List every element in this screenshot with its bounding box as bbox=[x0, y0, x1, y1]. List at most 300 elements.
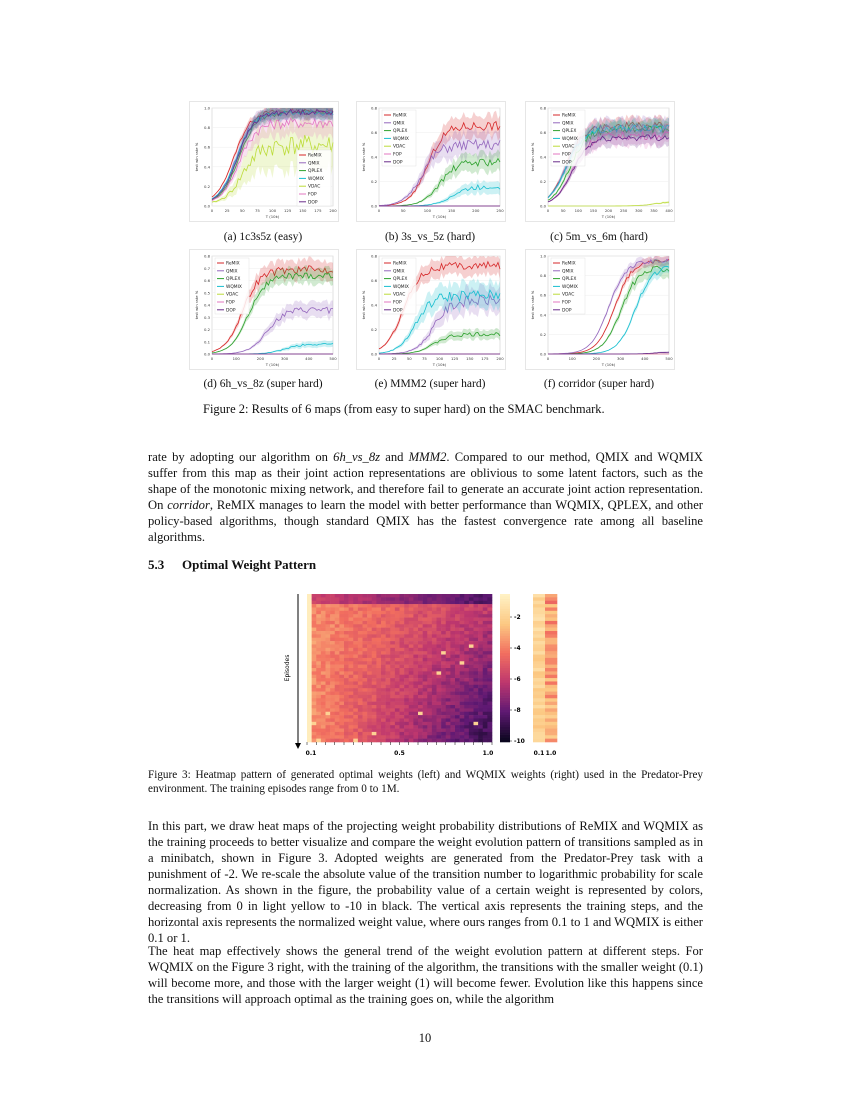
heatmap-cell bbox=[349, 675, 354, 679]
wqmix-cell bbox=[533, 735, 545, 739]
heatmap-cell bbox=[469, 698, 474, 702]
y-tick-label: 0.3 bbox=[203, 314, 210, 320]
heatmap-cell bbox=[381, 688, 386, 692]
heatmap-cell bbox=[483, 681, 488, 685]
heatmap-cell bbox=[372, 722, 377, 726]
heatmap-cell bbox=[474, 678, 479, 682]
para1-part-7: , ReMIX manages to learn the model with better performance than WQMIX, QPLEX, and other policy-based algorithms, though standard QMIX has the fastest convergence rate among all baseline algorithms. bbox=[148, 498, 703, 544]
heatmap-cell bbox=[432, 631, 437, 635]
heatmap-cell bbox=[372, 725, 377, 729]
heatmap-cell bbox=[363, 671, 368, 675]
heatmap-cell bbox=[423, 624, 428, 628]
heatmap-cell bbox=[400, 661, 405, 665]
heatmap-cell bbox=[446, 618, 451, 622]
wqmix-cell bbox=[545, 692, 557, 696]
heatmap-cell bbox=[363, 668, 368, 672]
y-axis-label: test win rate % bbox=[361, 290, 366, 320]
wqmix-cell bbox=[533, 681, 545, 685]
heatmap-cell bbox=[400, 604, 405, 608]
heatmap-cell bbox=[437, 675, 442, 679]
heatmap-cell bbox=[321, 618, 326, 622]
heatmap-cell bbox=[386, 644, 391, 648]
colorbar-cell bbox=[500, 737, 510, 740]
heatmap-cell bbox=[409, 655, 414, 659]
heatmap-cell bbox=[478, 604, 483, 608]
colorbar-tick-label: -2 bbox=[514, 614, 521, 621]
heatmap-cell bbox=[395, 739, 400, 743]
heatmap-cell bbox=[335, 735, 340, 739]
heatmap-cell bbox=[372, 658, 377, 662]
heatmap-cell bbox=[335, 651, 340, 655]
colorbar-cell bbox=[500, 653, 510, 656]
chart-panel-d bbox=[189, 249, 339, 370]
legend-label: DOP bbox=[562, 308, 572, 314]
chart-panel-e bbox=[356, 249, 506, 370]
heatmap-cell bbox=[487, 715, 492, 719]
heatmap-cell bbox=[353, 668, 358, 672]
heatmap-cell bbox=[353, 651, 358, 655]
heatmap-cell bbox=[390, 648, 395, 652]
heatmap-cell bbox=[400, 671, 405, 675]
wqmix-cell bbox=[545, 634, 557, 638]
heatmap-cell bbox=[474, 638, 479, 642]
heatmap-cell bbox=[418, 695, 423, 699]
wqmix-cell bbox=[545, 624, 557, 628]
heatmap-cell bbox=[344, 688, 349, 692]
y-tick-label: 0.6 bbox=[203, 144, 210, 150]
heatmap-cell bbox=[326, 678, 331, 682]
heatmap-cell bbox=[478, 688, 483, 692]
heatmap-cell bbox=[427, 735, 432, 739]
heatmap-cell bbox=[381, 671, 386, 675]
heatmap-cell bbox=[316, 621, 321, 625]
wqmix-cell bbox=[533, 695, 545, 699]
heatmap-cell bbox=[367, 715, 372, 719]
heatmap-cell bbox=[474, 601, 479, 605]
heatmap-cell bbox=[335, 611, 340, 615]
colorbar-cell bbox=[500, 626, 510, 629]
heatmap-cell bbox=[330, 688, 335, 692]
heatmap-cell bbox=[307, 611, 312, 615]
heatmap-cell bbox=[321, 685, 326, 689]
colorbar-cell bbox=[500, 695, 510, 698]
heatmap-cell bbox=[326, 624, 331, 628]
x-axis-label: T (10k) bbox=[265, 214, 280, 219]
heatmap-cell bbox=[349, 718, 354, 722]
heatmap-cell bbox=[487, 655, 492, 659]
heatmap-cell bbox=[376, 665, 381, 669]
y-tick-label: 0.2 bbox=[539, 331, 546, 337]
colorbar-cell bbox=[500, 693, 510, 696]
heatmap-cell bbox=[395, 607, 400, 611]
heatmap-cell bbox=[307, 702, 312, 706]
y-tick-label: 0.0 bbox=[539, 351, 546, 357]
para1-map-mmm2: MMM2 bbox=[408, 450, 447, 464]
heatmap-cell bbox=[395, 648, 400, 652]
heatmap-cell bbox=[376, 661, 381, 665]
y-tick-label: 0.8 bbox=[539, 105, 546, 111]
heatmap-cell bbox=[455, 725, 460, 729]
heatmap-cell bbox=[446, 675, 451, 679]
heatmap-cell bbox=[487, 641, 492, 645]
section-number: 5.3 bbox=[148, 557, 165, 572]
colorbar-cell bbox=[500, 629, 510, 632]
heatmap-cell bbox=[460, 624, 465, 628]
heatmap-cell bbox=[339, 597, 344, 601]
heatmap-cell bbox=[321, 678, 326, 682]
heatmap-cell bbox=[450, 644, 455, 648]
heatmap-cell bbox=[413, 688, 418, 692]
heatmap-cell bbox=[441, 634, 446, 638]
heatmap-cell bbox=[344, 671, 349, 675]
legend-label: DOP bbox=[308, 200, 318, 206]
heatmap-cell bbox=[455, 641, 460, 645]
heatmap-cell bbox=[460, 718, 465, 722]
colorbar-cell bbox=[500, 685, 510, 688]
heatmap-cell bbox=[372, 648, 377, 652]
wqmix-cell bbox=[545, 668, 557, 672]
heatmap-cell bbox=[441, 722, 446, 726]
heatmap-cell bbox=[437, 705, 442, 709]
heatmap-cell bbox=[372, 604, 377, 608]
heatmap-cell bbox=[307, 628, 312, 632]
heatmap-cell bbox=[455, 658, 460, 662]
heatmap-cell bbox=[390, 718, 395, 722]
heatmap-cell bbox=[455, 668, 460, 672]
wqmix-cell bbox=[545, 655, 557, 659]
heatmap-cell bbox=[487, 594, 492, 598]
heatmap-cell bbox=[339, 648, 344, 652]
heatmap-cell bbox=[413, 601, 418, 605]
heatmap-cell bbox=[316, 708, 321, 712]
heatmap-cell bbox=[349, 671, 354, 675]
heatmap-cell bbox=[423, 739, 428, 743]
heatmap-cell bbox=[321, 671, 326, 675]
wqmix-cell bbox=[533, 732, 545, 736]
heatmap-cell bbox=[441, 675, 446, 679]
heatmap-cell bbox=[381, 739, 386, 743]
heatmap-cell bbox=[478, 638, 483, 642]
wqmix-cell bbox=[545, 614, 557, 618]
heatmap-cell bbox=[363, 638, 368, 642]
wqmix-cell bbox=[545, 651, 557, 655]
heatmap-cell bbox=[450, 618, 455, 622]
heatmap-cell bbox=[432, 604, 437, 608]
heatmap-cell bbox=[441, 641, 446, 645]
heatmap-cell bbox=[455, 702, 460, 706]
heatmap-cell bbox=[400, 739, 405, 743]
x-tick-label: 300 bbox=[616, 356, 625, 361]
heatmap-cell bbox=[395, 681, 400, 685]
heatmap-cell bbox=[358, 634, 363, 638]
heatmap-cell bbox=[390, 644, 395, 648]
heatmap-cell bbox=[395, 725, 400, 729]
colorbar-cell bbox=[500, 638, 510, 641]
heatmap-cell bbox=[478, 675, 483, 679]
heatmap-cell bbox=[418, 597, 423, 601]
heatmap-cell bbox=[437, 739, 442, 743]
heatmap-cell bbox=[372, 698, 377, 702]
heatmap-cell bbox=[437, 597, 442, 601]
heatmap-cell bbox=[395, 655, 400, 659]
heatmap-svg bbox=[280, 588, 580, 763]
heatmap-cell bbox=[450, 658, 455, 662]
heatmap-cell bbox=[483, 725, 488, 729]
heatmap-cell bbox=[390, 712, 395, 716]
legend-label: FOP bbox=[562, 300, 571, 306]
heatmap-cell bbox=[474, 671, 479, 675]
heatmap-cell bbox=[432, 685, 437, 689]
heatmap-cell bbox=[409, 708, 414, 712]
legend-label: ReMIX bbox=[393, 113, 407, 119]
heatmap-cell bbox=[386, 671, 391, 675]
heatmap-cell bbox=[464, 638, 469, 642]
heatmap-cell bbox=[483, 729, 488, 733]
heatmap-cell bbox=[367, 634, 372, 638]
heatmap-cell bbox=[312, 735, 317, 739]
heatmap-cell bbox=[409, 735, 414, 739]
heatmap-cell bbox=[413, 611, 418, 615]
heatmap-cell bbox=[446, 651, 451, 655]
heatmap-cell bbox=[446, 688, 451, 692]
heatmap-cell bbox=[381, 718, 386, 722]
heatmap-cell bbox=[344, 732, 349, 736]
wqmix-cell bbox=[533, 705, 545, 709]
heatmap-cell bbox=[404, 698, 409, 702]
legend-label: DOP bbox=[393, 160, 403, 166]
legend-label: ReMIX bbox=[393, 261, 407, 267]
heatmap-cell bbox=[455, 739, 460, 743]
heatmap-cell bbox=[409, 631, 414, 635]
heatmap-cell bbox=[358, 705, 363, 709]
heatmap-cell bbox=[427, 607, 432, 611]
heatmap-cell bbox=[441, 681, 446, 685]
heatmap-cell bbox=[321, 688, 326, 692]
heatmap-cell bbox=[395, 628, 400, 632]
heatmap-cell bbox=[437, 681, 442, 685]
heatmap-cell bbox=[339, 634, 344, 638]
heatmap-cell bbox=[307, 732, 312, 736]
heatmap-cell bbox=[483, 655, 488, 659]
heatmap-cell bbox=[469, 732, 474, 736]
heatmap-cell bbox=[349, 594, 354, 598]
heatmap-cell bbox=[423, 631, 428, 635]
heatmap-cell bbox=[450, 671, 455, 675]
heatmap-cell bbox=[330, 725, 335, 729]
heatmap-cell bbox=[335, 668, 340, 672]
heatmap-cell bbox=[446, 678, 451, 682]
heatmap-cell bbox=[344, 658, 349, 662]
heatmap-cell bbox=[376, 651, 381, 655]
heatmap-cell bbox=[460, 644, 465, 648]
heatmap-cell bbox=[409, 678, 414, 682]
heatmap-cell bbox=[427, 597, 432, 601]
heatmap-cell bbox=[427, 718, 432, 722]
heatmap-cell bbox=[464, 681, 469, 685]
heatmap-cell bbox=[432, 718, 437, 722]
heatmap-cell bbox=[423, 651, 428, 655]
heatmap-cell bbox=[344, 695, 349, 699]
heatmap-cell bbox=[381, 634, 386, 638]
heatmap-cell bbox=[367, 678, 372, 682]
heatmap-cell bbox=[437, 712, 442, 716]
heatmap-cell bbox=[455, 732, 460, 736]
heatmap-cell bbox=[437, 641, 442, 645]
heatmap-cell bbox=[353, 597, 358, 601]
heatmap-cell bbox=[381, 648, 386, 652]
heatmap-cell bbox=[460, 601, 465, 605]
heatmap-cell bbox=[413, 597, 418, 601]
heatmap-cell bbox=[483, 705, 488, 709]
colorbar-cell bbox=[500, 614, 510, 617]
heatmap-cell bbox=[441, 618, 446, 622]
heatmap-cell bbox=[469, 631, 474, 635]
heatmap-cell bbox=[460, 655, 465, 659]
wqmix-cell bbox=[545, 698, 557, 702]
heatmap-cell bbox=[363, 688, 368, 692]
heatmap-cell bbox=[423, 618, 428, 622]
heatmap-cell bbox=[474, 597, 479, 601]
heatmap-cell bbox=[409, 681, 414, 685]
heatmap-cell bbox=[395, 624, 400, 628]
heatmap-cell bbox=[358, 718, 363, 722]
heatmap-cell bbox=[450, 651, 455, 655]
heatmap-cell bbox=[381, 702, 386, 706]
heatmap-cell bbox=[381, 631, 386, 635]
heatmap-cell bbox=[330, 715, 335, 719]
heatmap-cell bbox=[478, 715, 483, 719]
heatmap-cell bbox=[404, 695, 409, 699]
wqmix-cell bbox=[533, 692, 545, 696]
colorbar-tick-label: -8 bbox=[514, 707, 521, 714]
heatmap-cell bbox=[441, 692, 446, 696]
heatmap-cell bbox=[427, 705, 432, 709]
chart-svg-b bbox=[357, 102, 505, 221]
heatmap-cell bbox=[358, 729, 363, 733]
heatmap-cell bbox=[469, 601, 474, 605]
heatmap-cell bbox=[316, 641, 321, 645]
heatmap-x-tick: 0.1 bbox=[305, 750, 317, 757]
heatmap-cell bbox=[381, 604, 386, 608]
heatmap-cell bbox=[363, 685, 368, 689]
heatmap-cell bbox=[418, 614, 423, 618]
x-tick-label: 400 bbox=[305, 356, 313, 361]
heatmap-cell bbox=[344, 651, 349, 655]
heatmap-cell bbox=[427, 631, 432, 635]
heatmap-cell bbox=[400, 597, 405, 601]
heatmap-cell bbox=[335, 634, 340, 638]
heatmap-cell bbox=[427, 658, 432, 662]
y-tick-label: 0.8 bbox=[203, 253, 210, 259]
heatmap-cell bbox=[339, 698, 344, 702]
heatmap-cell bbox=[409, 658, 414, 662]
heatmap-cell bbox=[312, 638, 317, 642]
heatmap-cell bbox=[487, 722, 492, 726]
heatmap-cell bbox=[413, 695, 418, 699]
heatmap-cell bbox=[450, 665, 455, 669]
heatmap-cell bbox=[386, 695, 391, 699]
heatmap-cell bbox=[339, 692, 344, 696]
heatmap-cell bbox=[395, 695, 400, 699]
heatmap-cell bbox=[446, 621, 451, 625]
heatmap-cell bbox=[464, 735, 469, 739]
heatmap-cell bbox=[450, 611, 455, 615]
heatmap-cell bbox=[441, 655, 446, 659]
heatmap-cell bbox=[455, 695, 460, 699]
colorbar-cell bbox=[500, 668, 510, 671]
heatmap-cell bbox=[367, 671, 372, 675]
heatmap-cell bbox=[376, 607, 381, 611]
heatmap-cell bbox=[437, 604, 442, 608]
heatmap-cell bbox=[390, 702, 395, 706]
wqmix-cell bbox=[533, 718, 545, 722]
y-tick-label: 0.0 bbox=[203, 203, 210, 209]
heatmap-cell bbox=[372, 628, 377, 632]
heatmap-cell bbox=[474, 668, 479, 672]
colorbar-cell bbox=[500, 740, 510, 743]
heatmap-cell bbox=[358, 671, 363, 675]
heatmap-cell bbox=[404, 624, 409, 628]
heatmap-cell bbox=[330, 607, 335, 611]
heatmap-cell bbox=[363, 628, 368, 632]
heatmap-cell bbox=[400, 644, 405, 648]
heatmap-cell bbox=[478, 628, 483, 632]
heatmap-cell bbox=[372, 675, 377, 679]
heatmap-cell bbox=[460, 638, 465, 642]
heatmap-cell bbox=[330, 708, 335, 712]
heatmap-cell bbox=[344, 641, 349, 645]
heatmap-cell bbox=[330, 597, 335, 601]
heatmap-cell bbox=[386, 648, 391, 652]
heatmap-cell bbox=[363, 618, 368, 622]
heatmap-cell bbox=[372, 597, 377, 601]
heatmap-cell bbox=[483, 675, 488, 679]
heatmap-cell bbox=[437, 698, 442, 702]
heatmap-cell bbox=[469, 722, 474, 726]
heatmap-cell bbox=[395, 715, 400, 719]
heatmap-cell bbox=[386, 631, 391, 635]
heatmap-cell bbox=[446, 698, 451, 702]
heatmap-cell bbox=[339, 621, 344, 625]
heatmap-cell bbox=[376, 641, 381, 645]
heatmap-cell bbox=[455, 708, 460, 712]
heatmap-cell bbox=[386, 641, 391, 645]
heatmap-cell bbox=[390, 695, 395, 699]
heatmap-cell bbox=[446, 624, 451, 628]
heatmap-cell bbox=[390, 624, 395, 628]
wqmix-cell bbox=[533, 621, 545, 625]
heatmap-cell bbox=[349, 655, 354, 659]
heatmap-cell bbox=[423, 655, 428, 659]
heatmap-cell bbox=[474, 688, 479, 692]
wqmix-cell bbox=[545, 705, 557, 709]
heatmap-cell bbox=[418, 607, 423, 611]
heatmap-cell bbox=[404, 712, 409, 716]
heatmap-cell bbox=[326, 604, 331, 608]
heatmap-cell bbox=[478, 655, 483, 659]
heatmap-cell bbox=[450, 661, 455, 665]
heatmap-cell bbox=[404, 668, 409, 672]
colorbar-cell bbox=[500, 717, 510, 720]
y-tick-label: 0.2 bbox=[370, 179, 377, 184]
heatmap-cell bbox=[353, 671, 358, 675]
heatmap-cell bbox=[335, 665, 340, 669]
heatmap-cell bbox=[427, 695, 432, 699]
heatmap-cell bbox=[474, 702, 479, 706]
heatmap-cell bbox=[312, 671, 317, 675]
colorbar-cell bbox=[500, 606, 510, 609]
heatmap-cell bbox=[464, 651, 469, 655]
